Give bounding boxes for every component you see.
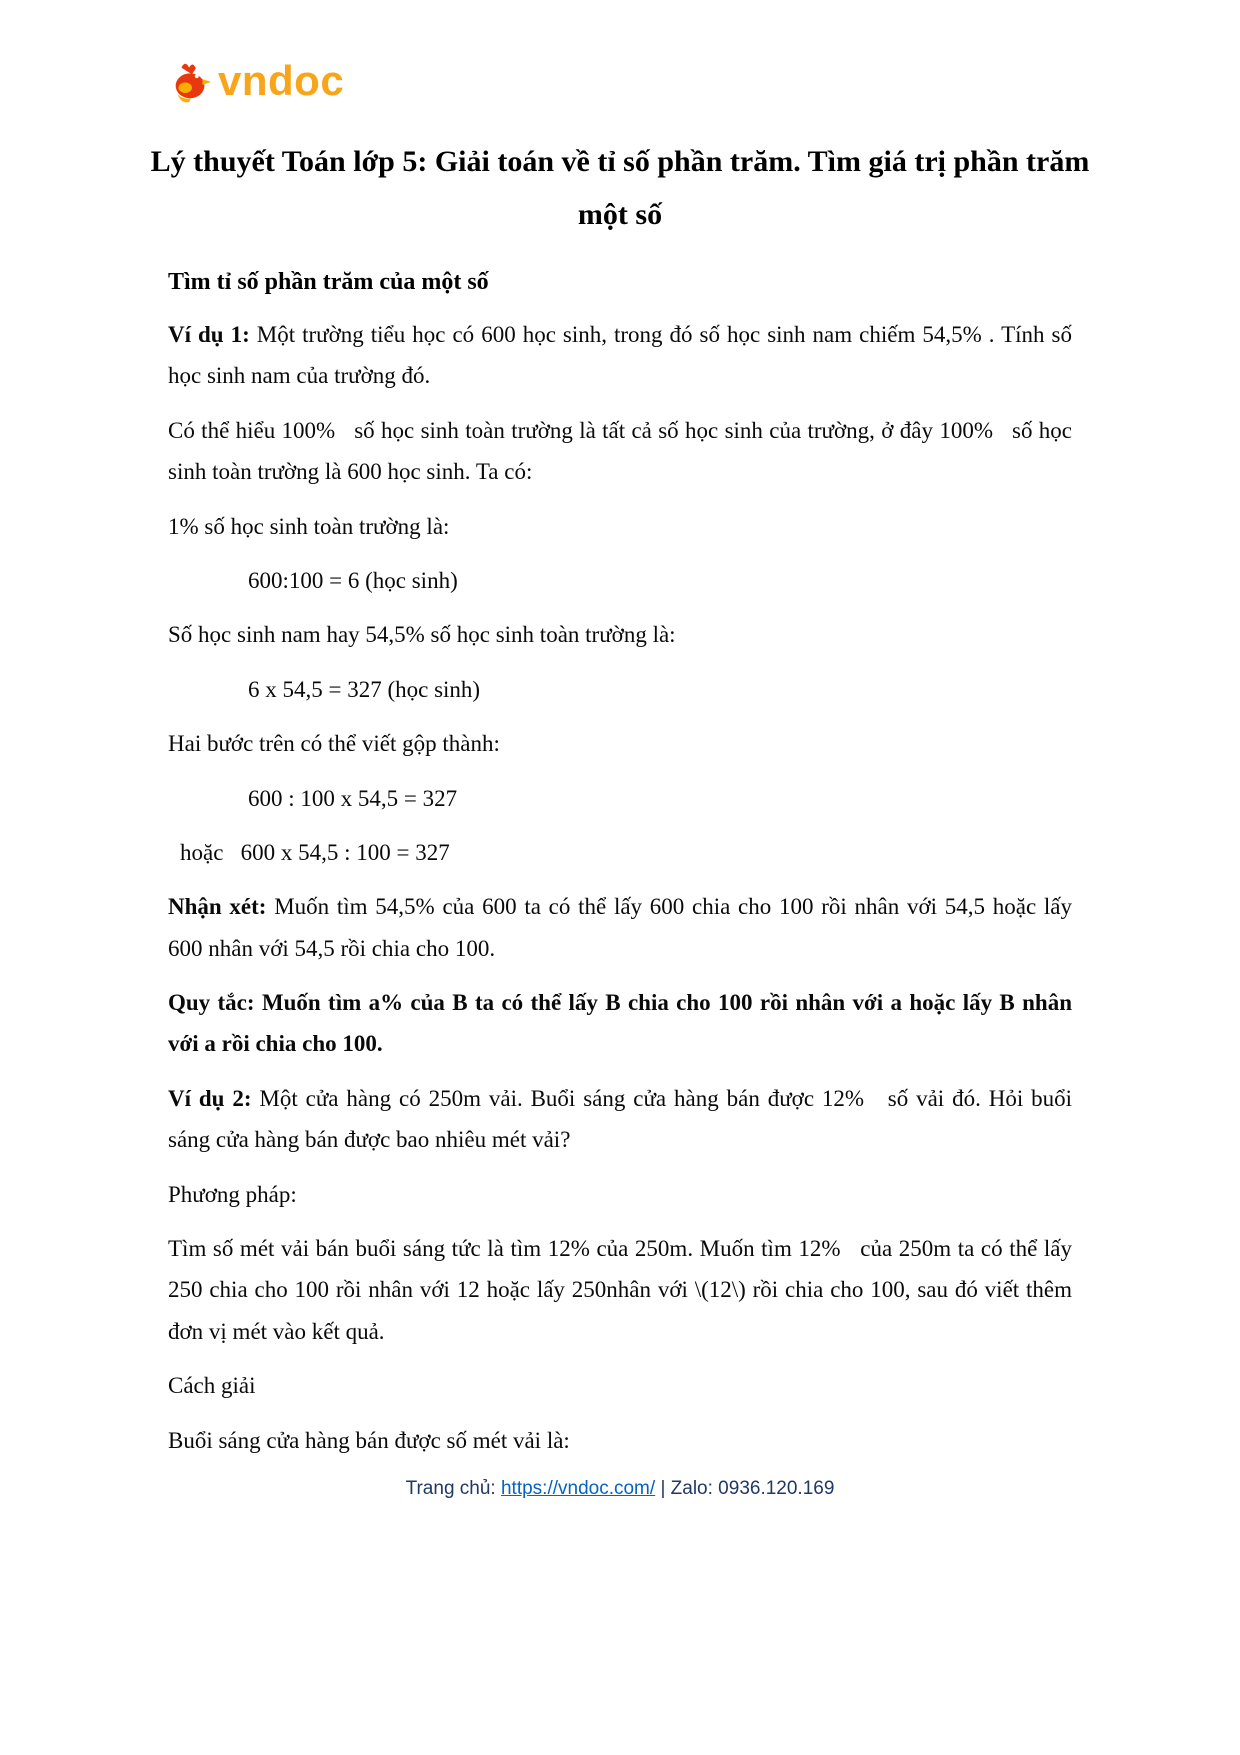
paragraph-example-2	[168, 1078, 1078, 1161]
paragraph-text: Một trường tiểu học có 600 học sinh, trong đó số học sinh nam chiếm 54,5% . Tính số học sinh nam của trường đó.	[168, 322, 1078, 389]
paragraph-text: Một cửa hàng có 250m vải. Buổi sáng cửa hàng bán được 12% số vải đó. Hỏi buổi sáng cửa hàng bán được bao nhiêu mét vải?	[168, 1085, 1078, 1153]
footer	[0, 1478, 1240, 1500]
paragraph-method-label	[168, 1174, 1072, 1215]
paragraph-text: Hai bước trên có thể viết gộp thành:	[168, 731, 500, 757]
equation-600-div-100	[168, 560, 1072, 601]
paragraph-text: Có thể hiểu 100% số học sinh toàn trường là tất cả số học sinh của trường, ở đây 100% số học sinh toàn trường là 600 học sinh. Ta có:	[168, 417, 1078, 485]
paragraph-rule	[168, 982, 1078, 1065]
paragraph-text: Quy tắc: Muốn tìm a% của B ta có thể lấy B chia cho 100 rồi nhân với a hoặc lấy B nhân với a rồi chia cho 100.	[168, 990, 1078, 1057]
paragraph-text: Tìm số mét vải bán buổi sáng tức là tìm 12% của 250m. Muốn tìm 12% của 250m ta có thể lấy 250 chia cho 100 rồi nhân với 12 hoặc lấy 250nhân với \(12\) rồi chia cho 100, sau đó viết thêm đơn vị mét vào kết quả.	[168, 1236, 1078, 1344]
paragraph-example-1	[168, 314, 1078, 397]
paragraph-lead: Nhận xét:	[168, 894, 267, 920]
paragraph-morning-sale	[168, 1420, 1072, 1461]
equation-text: 6 x 54,5 = 327 (học sinh)	[248, 676, 481, 702]
equation-text: 600:100 = 6 (học sinh)	[248, 567, 458, 593]
vndoc-logo	[168, 56, 1240, 106]
equation-text: 600 : 100 x 54,5 = 327	[248, 785, 458, 811]
paragraph-text: Muốn tìm 54,5% của 600 ta có thể lấy 600 chia cho 100 rồi nhân với 54,5 hoặc lấy 600 nhân với 54,5 rồi chia cho 100.	[168, 894, 1078, 961]
document-body	[168, 269, 1078, 1461]
page-title: Lý thuyết Toán lớp 5: Giải toán về tỉ số phần trăm. Tìm giá trị phần trăm một số	[150, 145, 1090, 231]
equation-combined-2	[168, 832, 1072, 873]
paragraph-text: Cách giải	[168, 1373, 256, 1399]
equation-6-times-545	[168, 669, 1072, 710]
paragraph-remark	[168, 886, 1078, 969]
paragraph-method-detail	[168, 1228, 1078, 1352]
paragraph-lead: Ví dụ 2:	[168, 1085, 252, 1111]
section-heading: Tìm tỉ số phần trăm của một số	[168, 269, 489, 295]
paragraph-text: 1% số học sinh toàn trường là:	[168, 513, 450, 539]
paragraph-text: Phương pháp:	[168, 1181, 297, 1207]
paragraph-male-students	[168, 614, 1072, 655]
paragraph-1-percent	[168, 506, 1072, 547]
footer-home-label: Trang chủ:	[405, 1478, 501, 1499]
paragraph-explanation-100	[168, 410, 1078, 493]
paragraph-text: Buổi sáng cửa hàng bán được số mét vải là:	[168, 1427, 570, 1453]
rooster-icon	[168, 58, 214, 104]
equation-combined-1	[168, 778, 1072, 819]
equation-text: hoặc 600 x 54,5 : 100 = 327	[180, 839, 450, 865]
footer-homepage-link[interactable]: https://vndoc.com/	[500, 1478, 656, 1499]
paragraph-lead: Ví dụ 1:	[168, 322, 250, 347]
paragraph-text: Số học sinh nam hay 54,5% số học sinh toàn trường là:	[168, 622, 676, 648]
paragraph-solution-label	[168, 1365, 1072, 1406]
vndoc-logo-text: vndoc	[218, 57, 345, 104]
footer-zalo-label: | Zalo: 0936.120.169	[655, 1478, 835, 1499]
paragraph-combined-steps	[168, 723, 1072, 764]
